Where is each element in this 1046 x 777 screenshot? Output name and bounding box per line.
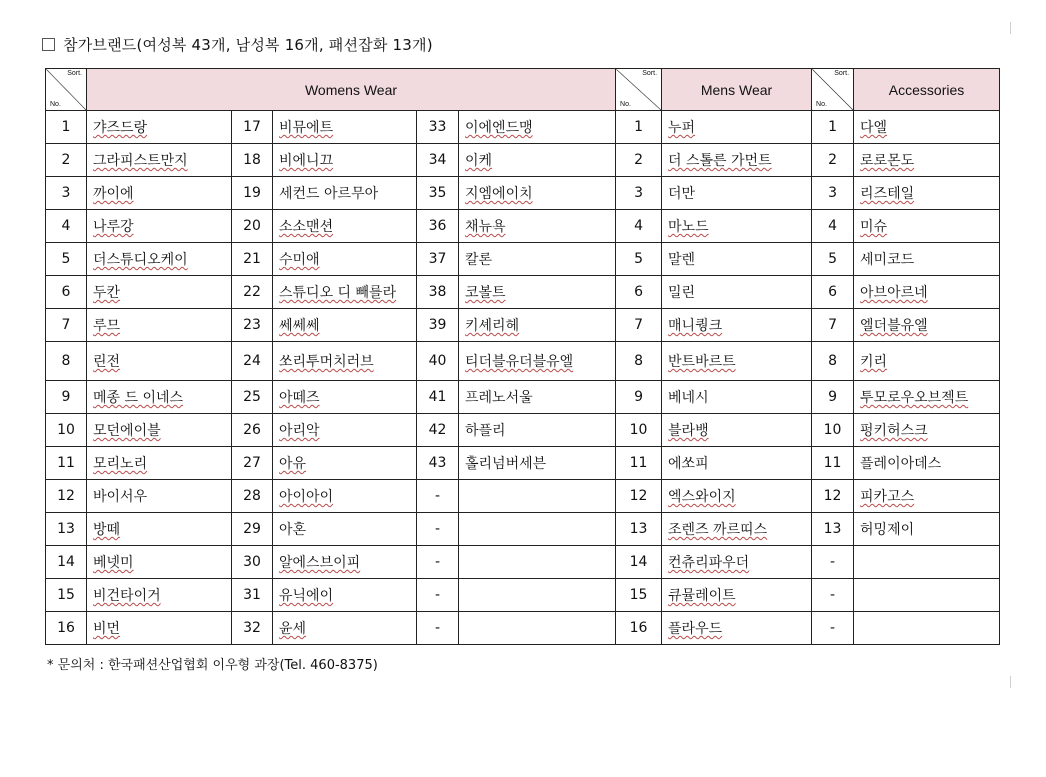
brand-name: 키리 bbox=[854, 342, 1000, 381]
brand-name: 매니퀑크 bbox=[662, 309, 812, 342]
brand-name: 유닉에이 bbox=[273, 579, 417, 612]
brand-name: 스튜디오 디 빼를라 bbox=[273, 276, 417, 309]
table-row bbox=[46, 276, 1000, 309]
table-row bbox=[46, 243, 1000, 276]
brand-name: 비에니끄 bbox=[273, 144, 417, 177]
brand-number: 8 bbox=[812, 342, 854, 381]
brand-number: 22 bbox=[232, 276, 273, 309]
table-row bbox=[46, 309, 1000, 342]
brand-number: 9 bbox=[46, 381, 87, 414]
brand-number: 26 bbox=[232, 414, 273, 447]
brand-number: 2 bbox=[46, 144, 87, 177]
brand-number: 12 bbox=[812, 480, 854, 513]
brand-number: 38 bbox=[417, 276, 459, 309]
brand-number: 12 bbox=[46, 480, 87, 513]
brand-name: 갸즈드랑 bbox=[87, 111, 232, 144]
brand-name: 하플리 bbox=[459, 414, 616, 447]
brand-name bbox=[459, 546, 616, 579]
brand-number: - bbox=[417, 480, 459, 513]
brand-number: 7 bbox=[812, 309, 854, 342]
table-row bbox=[46, 177, 1000, 210]
brand-name: 허밍제이 bbox=[854, 513, 1000, 546]
brand-name: 프레노서울 bbox=[459, 381, 616, 414]
brand-name: 이케 bbox=[459, 144, 616, 177]
accessories-header: Accessories bbox=[854, 69, 1000, 111]
brand-name: 투모로우오브젝트 bbox=[854, 381, 1000, 414]
brand-number: 14 bbox=[616, 546, 662, 579]
brand-number: 5 bbox=[616, 243, 662, 276]
brand-name bbox=[459, 480, 616, 513]
brand-number: 15 bbox=[616, 579, 662, 612]
brand-name: 다엘 bbox=[854, 111, 1000, 144]
brand-name: 아이아이 bbox=[273, 480, 417, 513]
brand-number: 23 bbox=[232, 309, 273, 342]
brand-name: 피카고스 bbox=[854, 480, 1000, 513]
brand-number: 32 bbox=[232, 612, 273, 645]
contact-footnote: * 문의처 : 한국패션산업협회 이우형 과장(Tel. 460-8375) bbox=[47, 658, 378, 673]
brand-number: 11 bbox=[812, 447, 854, 480]
brand-number: 40 bbox=[417, 342, 459, 381]
table-row bbox=[46, 579, 1000, 612]
brand-number: - bbox=[417, 546, 459, 579]
brand-name: 비건타이거 bbox=[87, 579, 232, 612]
brand-number: 42 bbox=[417, 414, 459, 447]
brand-number: 8 bbox=[616, 342, 662, 381]
womens-wear-header: Womens Wear bbox=[87, 69, 616, 111]
brand-number: 10 bbox=[46, 414, 87, 447]
sort-no-header-mens: Sort. No. bbox=[616, 69, 662, 111]
brand-number: - bbox=[812, 546, 854, 579]
brand-name bbox=[459, 612, 616, 645]
brand-name bbox=[854, 579, 1000, 612]
brand-number: 27 bbox=[232, 447, 273, 480]
brand-number: 30 bbox=[232, 546, 273, 579]
brand-name: 베네시 bbox=[662, 381, 812, 414]
brand-number: 9 bbox=[812, 381, 854, 414]
brand-name: 베넷미 bbox=[87, 546, 232, 579]
brand-number: 21 bbox=[232, 243, 273, 276]
brand-number: 39 bbox=[417, 309, 459, 342]
brand-name: 블라뱅 bbox=[662, 414, 812, 447]
brand-name: 리즈테일 bbox=[854, 177, 1000, 210]
brand-name: 더만 bbox=[662, 177, 812, 210]
brand-name: 엘더블유엘 bbox=[854, 309, 1000, 342]
brand-name: 코볼트 bbox=[459, 276, 616, 309]
table-row bbox=[46, 210, 1000, 243]
brand-name: 플레이아데스 bbox=[854, 447, 1000, 480]
brand-number: 31 bbox=[232, 579, 273, 612]
brand-name: 플라우드 bbox=[662, 612, 812, 645]
corner-mark-top bbox=[1010, 22, 1011, 34]
brand-name: 더 스톨른 가먼트 bbox=[662, 144, 812, 177]
brand-name: 소소맨션 bbox=[273, 210, 417, 243]
table-row bbox=[46, 342, 1000, 381]
brand-name: 세미코드 bbox=[854, 243, 1000, 276]
brand-number: - bbox=[417, 579, 459, 612]
brand-number: 13 bbox=[46, 513, 87, 546]
brand-number: 9 bbox=[616, 381, 662, 414]
brand-name: 키셰리헤 bbox=[459, 309, 616, 342]
brand-number: 12 bbox=[616, 480, 662, 513]
brand-name bbox=[459, 579, 616, 612]
brand-name: 까이에 bbox=[87, 177, 232, 210]
brand-name: 홀리넘버세븐 bbox=[459, 447, 616, 480]
brand-number: 36 bbox=[417, 210, 459, 243]
brand-number: 35 bbox=[417, 177, 459, 210]
brand-name: 비뮤에트 bbox=[273, 111, 417, 144]
section-title bbox=[42, 34, 433, 55]
brand-number: 3 bbox=[812, 177, 854, 210]
brand-name: 세컨드 아르무아 bbox=[273, 177, 417, 210]
brand-number: 1 bbox=[616, 111, 662, 144]
brand-name: 말렌 bbox=[662, 243, 812, 276]
brand-name: 지엠에이치 bbox=[459, 177, 616, 210]
brand-number: - bbox=[417, 513, 459, 546]
brand-name: 에쏘피 bbox=[662, 447, 812, 480]
brand-name: 이에엔드맹 bbox=[459, 111, 616, 144]
brand-name: 아유 bbox=[273, 447, 417, 480]
brand-number: 15 bbox=[46, 579, 87, 612]
brand-name: 메종 드 이네스 bbox=[87, 381, 232, 414]
brand-number: 10 bbox=[812, 414, 854, 447]
table-row bbox=[46, 414, 1000, 447]
brand-name: 두칸 bbox=[87, 276, 232, 309]
sort-no-header-accessories: Sort. No. bbox=[812, 69, 854, 111]
brand-name: 린전 bbox=[87, 342, 232, 381]
brand-name: 비먼 bbox=[87, 612, 232, 645]
table-row bbox=[46, 513, 1000, 546]
brand-number: 4 bbox=[812, 210, 854, 243]
brand-number: 18 bbox=[232, 144, 273, 177]
brand-name bbox=[854, 546, 1000, 579]
brand-number: 3 bbox=[46, 177, 87, 210]
brand-number: 2 bbox=[616, 144, 662, 177]
brand-number: 34 bbox=[417, 144, 459, 177]
table-row bbox=[46, 546, 1000, 579]
brand-name: 칼론 bbox=[459, 243, 616, 276]
brand-name: 쏘리투머치러브 bbox=[273, 342, 417, 381]
brand-name: 아혼 bbox=[273, 513, 417, 546]
brand-number: 6 bbox=[812, 276, 854, 309]
brand-name: 반트바르트 bbox=[662, 342, 812, 381]
brand-number: 1 bbox=[812, 111, 854, 144]
brand-name: 채뉴욕 bbox=[459, 210, 616, 243]
brand-number: 11 bbox=[46, 447, 87, 480]
brand-name: 모리노리 bbox=[87, 447, 232, 480]
brand-number: 11 bbox=[616, 447, 662, 480]
brand-number: 4 bbox=[616, 210, 662, 243]
brand-number: 41 bbox=[417, 381, 459, 414]
brand-number: 16 bbox=[46, 612, 87, 645]
table-header-row bbox=[46, 69, 1000, 111]
brand-table bbox=[45, 68, 1000, 645]
brand-number: - bbox=[812, 612, 854, 645]
brand-name: 쎄쎄쎄 bbox=[273, 309, 417, 342]
brand-number: 25 bbox=[232, 381, 273, 414]
brand-name: 큐뮬레이트 bbox=[662, 579, 812, 612]
brand-name: 아리악 bbox=[273, 414, 417, 447]
table-row bbox=[46, 480, 1000, 513]
brand-number: 5 bbox=[812, 243, 854, 276]
brand-number: 20 bbox=[232, 210, 273, 243]
brand-name: 로로몬도 bbox=[854, 144, 1000, 177]
brand-number: 29 bbox=[232, 513, 273, 546]
brand-name: 그라피스트만지 bbox=[87, 144, 232, 177]
brand-name: 방떼 bbox=[87, 513, 232, 546]
brand-name bbox=[459, 513, 616, 546]
brand-number: 13 bbox=[812, 513, 854, 546]
table-row bbox=[46, 447, 1000, 480]
brand-name: 조렌즈 까르띠스 bbox=[662, 513, 812, 546]
brand-name: 아브아르네 bbox=[854, 276, 1000, 309]
brand-number: 14 bbox=[46, 546, 87, 579]
brand-number: 7 bbox=[616, 309, 662, 342]
brand-name: 펑키허스크 bbox=[854, 414, 1000, 447]
title-text: 참가브랜드(여성복 43개, 남성복 16개, 패션잡화 13개) bbox=[63, 36, 433, 54]
brand-number: 33 bbox=[417, 111, 459, 144]
brand-number: 37 bbox=[417, 243, 459, 276]
brand-number: 28 bbox=[232, 480, 273, 513]
brand-name: 엑스와이지 bbox=[662, 480, 812, 513]
brand-name: 루므 bbox=[87, 309, 232, 342]
brand-number: 1 bbox=[46, 111, 87, 144]
brand-name: 미슈 bbox=[854, 210, 1000, 243]
brand-name: 누퍼 bbox=[662, 111, 812, 144]
brand-name bbox=[854, 612, 1000, 645]
brand-number: - bbox=[812, 579, 854, 612]
table-row bbox=[46, 381, 1000, 414]
brand-name: 아떼즈 bbox=[273, 381, 417, 414]
brand-number: 13 bbox=[616, 513, 662, 546]
brand-number: 3 bbox=[616, 177, 662, 210]
brand-name: 마노드 bbox=[662, 210, 812, 243]
brand-name: 윤세 bbox=[273, 612, 417, 645]
brand-name: 밀린 bbox=[662, 276, 812, 309]
brand-name: 수미애 bbox=[273, 243, 417, 276]
checkbox-square-icon bbox=[42, 38, 55, 51]
brand-number: 4 bbox=[46, 210, 87, 243]
brand-number: 7 bbox=[46, 309, 87, 342]
brand-name: 모던에이블 bbox=[87, 414, 232, 447]
brand-number: 17 bbox=[232, 111, 273, 144]
brand-name: 티더블유더블유엘 bbox=[459, 342, 616, 381]
brand-number: 6 bbox=[46, 276, 87, 309]
brand-name: 나루강 bbox=[87, 210, 232, 243]
brand-number: 43 bbox=[417, 447, 459, 480]
brand-number: 16 bbox=[616, 612, 662, 645]
brand-name: 컨츄리파우더 bbox=[662, 546, 812, 579]
brand-number: 19 bbox=[232, 177, 273, 210]
sort-no-header-womens: Sort. No. bbox=[46, 69, 87, 111]
table-row bbox=[46, 111, 1000, 144]
corner-mark-bottom bbox=[1010, 676, 1011, 688]
brand-number: 6 bbox=[616, 276, 662, 309]
table-row bbox=[46, 144, 1000, 177]
brand-name: 알에스브이피 bbox=[273, 546, 417, 579]
brand-number: - bbox=[417, 612, 459, 645]
brand-number: 10 bbox=[616, 414, 662, 447]
brand-number: 5 bbox=[46, 243, 87, 276]
brand-number: 8 bbox=[46, 342, 87, 381]
table-row bbox=[46, 612, 1000, 645]
brand-name: 바이서우 bbox=[87, 480, 232, 513]
mens-wear-header: Mens Wear bbox=[662, 69, 812, 111]
brand-name: 더스튜디오케이 bbox=[87, 243, 232, 276]
brand-number: 2 bbox=[812, 144, 854, 177]
brand-number: 24 bbox=[232, 342, 273, 381]
